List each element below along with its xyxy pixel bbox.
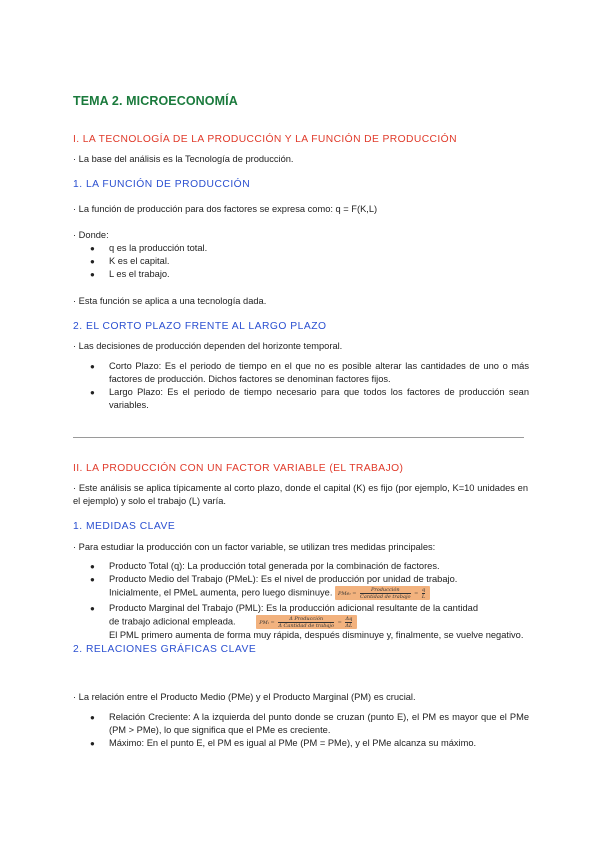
- formula-image: PMₗ = $\frac{\text{Δ Producción}}{\text{Δ Cantidad de trabajo}}$ = $\frac{\Delta q}{\Delta L}$: [256, 615, 357, 629]
- list-item-text: Producto Total (q): La producción total generada por la combinación de factores.: [109, 561, 440, 571]
- bullet-icon: ●: [90, 244, 95, 253]
- paragraph: · La relación entre el Producto Medio (PMe) y el Producto Marginal (PM) es crucial.: [73, 692, 416, 702]
- bullet-icon: ●: [90, 270, 95, 279]
- bullet-icon: ●: [90, 257, 95, 266]
- list-item-text: L es el trabajo.: [109, 269, 170, 279]
- formula-image: PMeₗ = $\frac{\text{Producción}}{\text{Cantidad de trabajo}}$ = $\frac{q}{L}$: [335, 586, 430, 600]
- list-item-text: Relación Creciente: A la izquierda del punto donde se cruzan (punto E), el PM es mayor que el PMe (PM > PMe), lo que significa que el PMe es creciente.: [109, 712, 529, 735]
- paragraph: · Este análisis se aplica típicamente al corto plazo, donde el capital (K) es fijo (por ejemplo, K=10 unidades en el ejemplo) y solo el trabajo (L) varía.: [73, 483, 528, 506]
- bullet-list: [73, 560, 529, 642]
- subsection-heading: 1. MEDIDAS CLAVE: [73, 521, 176, 532]
- subsection-heading: 2. EL CORTO PLAZO FRENTE AL LARGO PLAZO: [73, 321, 327, 332]
- page-title: TEMA 2. MICROECONOMÍA: [73, 94, 238, 108]
- bullet-icon: ●: [90, 713, 95, 722]
- subsection-heading: 1. LA FUNCIÓN DE PRODUCCIÓN: [73, 179, 251, 190]
- paragraph: · La función de producción para dos factores se expresa como: q = F(K,L): [73, 204, 378, 214]
- list-item-text: q es la producción total.: [109, 243, 208, 253]
- list-item-text: de trabajo adicional empleada.: [109, 616, 236, 627]
- paragraph: · Donde:: [73, 230, 109, 240]
- list-item: [73, 573, 529, 600]
- list-item: [73, 737, 529, 750]
- list-item-text: Inicialmente, el PMeL aumenta, pero luego disminuye.: [109, 587, 333, 598]
- bullet-list: [73, 711, 529, 750]
- list-item: [73, 560, 529, 573]
- list-item: [73, 268, 529, 281]
- list-item-text: K es el capital.: [109, 256, 170, 266]
- bullet-icon: ●: [90, 562, 95, 571]
- list-item: [73, 711, 529, 737]
- horizontal-divider: [73, 437, 524, 438]
- list-item: [73, 602, 529, 642]
- section-heading: II. LA PRODUCCIÓN CON UN FACTOR VARIABLE (EL TRABAJO): [73, 463, 404, 474]
- list-item: [73, 242, 529, 255]
- list-item-text: Corto Plazo: Es el periodo de tiempo en el que no es posible alterar las cantidades de uno o más factores de producción. Dichos factores se denominan factores fijos.: [109, 361, 529, 384]
- list-item-text: Producto Medio del Trabajo (PMeL): Es el nivel de producción por unidad de trabajo.: [109, 574, 458, 584]
- bullet-icon: ●: [90, 362, 95, 371]
- list-item: [73, 255, 529, 268]
- paragraph: · Para estudiar la producción con un factor variable, se utilizan tres medidas principales:: [73, 542, 436, 552]
- list-item-text: Máximo: En el punto E, el PM es igual al PMe (PM = PMe), y el PMe alcanza su máximo.: [109, 738, 477, 748]
- bullet-list: [73, 360, 529, 412]
- list-item-text: Producto Marginal del Trabajo (PML): Es la producción adicional resultante de la cantidad: [109, 603, 478, 613]
- bullet-list: [73, 242, 529, 281]
- list-item: [73, 360, 529, 386]
- section-heading: I. LA TECNOLOGÍA DE LA PRODUCCIÓN Y LA FUNCIÓN DE PRODUCCIÓN: [73, 134, 457, 145]
- bullet-icon: ●: [90, 604, 95, 613]
- paragraph: · Las decisiones de producción dependen del horizonte temporal.: [73, 341, 343, 351]
- paragraph: · Esta función se aplica a una tecnología dada.: [73, 296, 267, 306]
- bullet-icon: ●: [90, 575, 95, 584]
- bullet-icon: ●: [90, 739, 95, 748]
- list-item-text: Largo Plazo: Es el periodo de tiempo necesario para que todos los factores de producción sean variables.: [109, 387, 529, 410]
- paragraph: · La base del análisis es la Tecnología de producción.: [73, 154, 294, 164]
- list-item: [73, 386, 529, 412]
- bullet-icon: ●: [90, 388, 95, 397]
- list-item-text: El PML primero aumenta de forma muy rápida, después disminuye y, finalmente, se vuelve negativo.: [109, 630, 524, 640]
- subsection-heading: 2. RELACIONES GRÁFICAS CLAVE: [73, 644, 257, 655]
